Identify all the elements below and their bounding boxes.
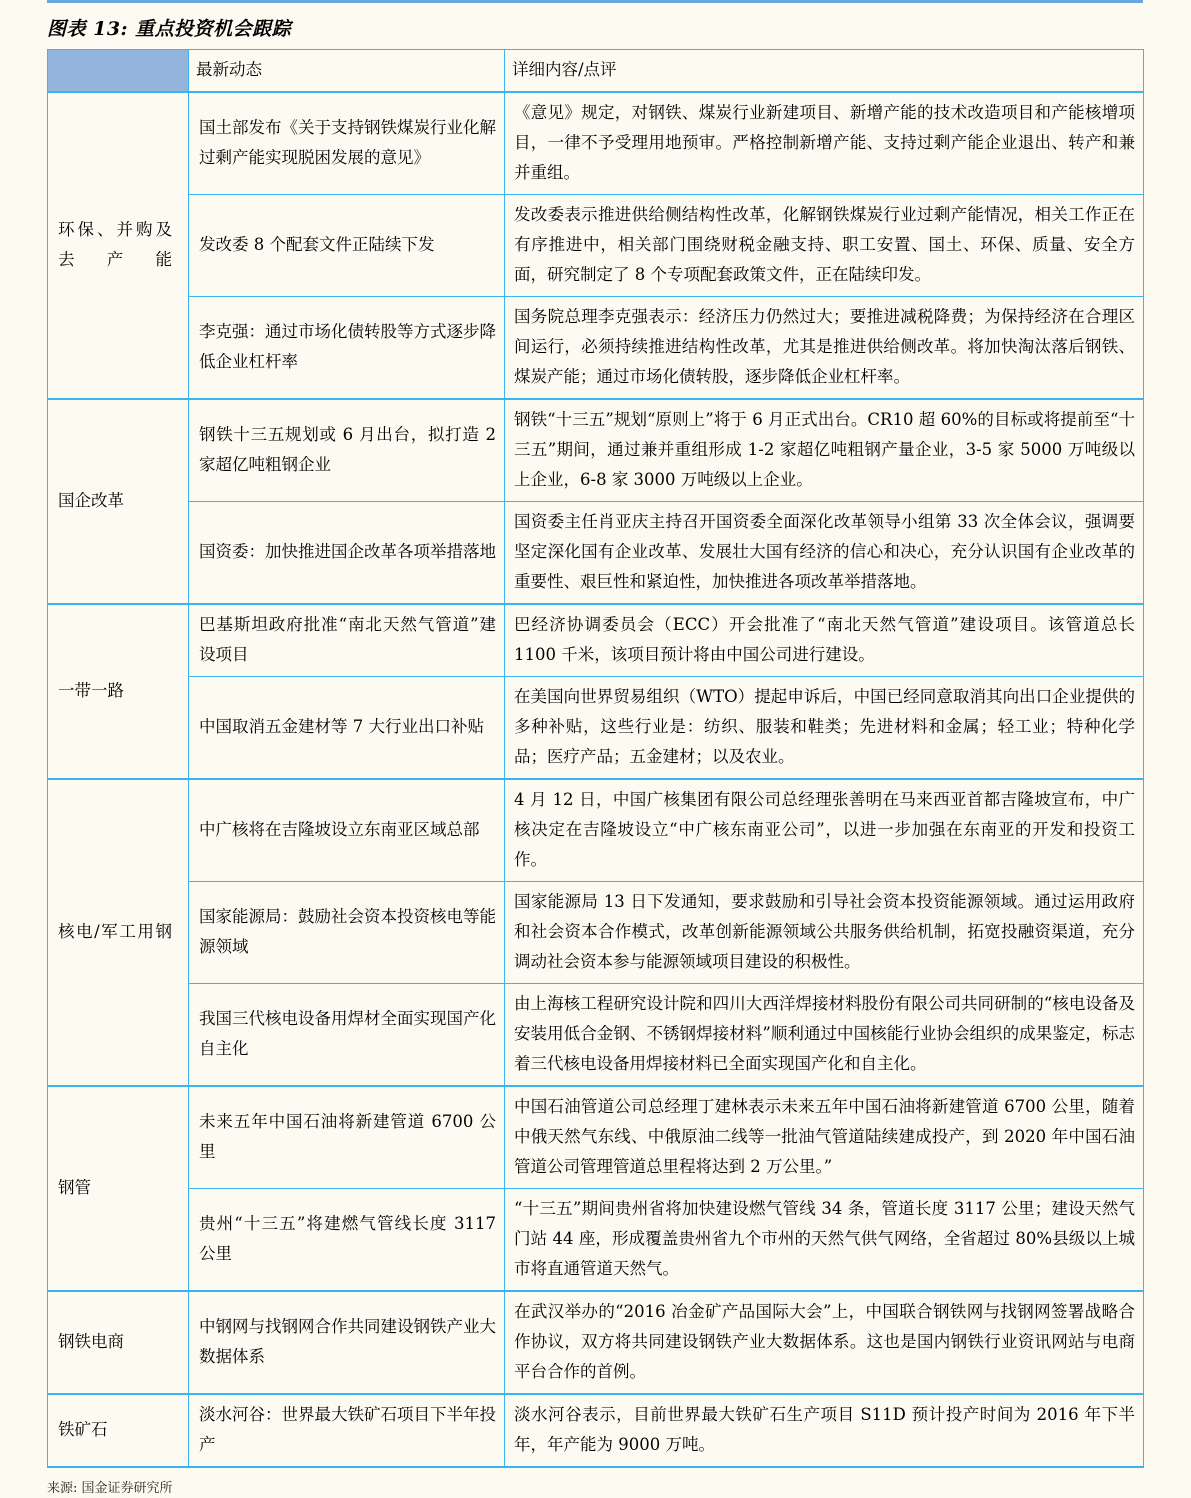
news-cell: 李克强：通过市场化债转股等方式逐步降低企业杠杆率 [189,297,505,400]
table-row [48,1394,1144,1467]
news-cell: 发改委 8 个配套文件正陆续下发 [189,195,505,297]
detail-cell: 国务院总理李克强表示：经济压力仍然过大；要推进减税降费；为保持经济在合理区间运行，必须持续推进结构性改革，尤其是推进供给侧改革。将加快淘汰落后钢铁、煤炭产能；通过市场化债转股，逐步降低企业杠杆率。 [505,297,1144,400]
detail-cell: 由上海核工程研究设计院和四川大西洋焊接材料股份有限公司共同研制的“核电设备及安装用低合金钢、不锈钢焊接材料”顺利通过中国核能行业协会组织的成果鉴定，标志着三代核电设备用焊接材料已全面实现国产化和自主化。 [505,984,1144,1087]
table-header-row [48,50,1144,93]
detail-cell: 中国石油管道公司总经理丁建林表示未来五年中国石油将新建管道 6700 公里，随着中俄天然气东线、中俄原油二线等一批油气管道陆续建成投产，到 2020 年中国石油管道公司管理管道总里程将达到 2 万公里。” [505,1086,1144,1189]
table-row [48,502,1144,605]
table-row [48,1086,1144,1189]
table-row [48,1291,1144,1394]
detail-cell: 国家能源局 13 日下发通知，要求鼓励和引导社会资本投资能源领域。通过运用政府和社会资本合作模式，改革创新能源领域公共服务供给机制，拓宽投融资渠道，充分调动社会资本参与能源领域项目建设的积极性。 [505,882,1144,984]
news-cell: 我国三代核电设备用焊材全面实现国产化自主化 [189,984,505,1087]
category-cell: 核电/军工用钢 [48,779,189,1086]
detail-cell: 《意见》规定，对钢铁、煤炭行业新建项目、新增产能的技术改造项目和产能核增项目，一律不予受理用地预审。严格控制新增产能、支持过剩产能企业退出、转产和兼并重组。 [505,92,1144,195]
table-row [48,195,1144,297]
column-header-category [48,50,189,93]
category-cell: 铁矿石 [48,1394,189,1467]
news-cell: 巴基斯坦政府批准“南北天然气管道”建设项目 [189,604,505,677]
table-row [48,604,1144,677]
table-row [48,1189,1144,1292]
investment-opportunity-table [47,49,1144,1468]
news-cell: 钢铁十三五规划或 6 月出台，拟打造 2 家超亿吨粗钢企业 [189,399,505,502]
figure-title-block [47,0,1143,48]
table-header [48,50,1144,93]
detail-cell: 国资委主任肖亚庆主持召开国资委全面深化改革领导小组第 33 次全体会议，强调要坚定深化国有企业改革、发展壮大国有经济的信心和决心，充分认识国有企业改革的重要性、艰巨性和紧迫性，加快推进各项改革举措落地。 [505,502,1144,605]
news-cell: 国资委：加快推进国企改革各项举措落地 [189,502,505,605]
category-cell: 一带一路 [48,604,189,779]
detail-cell: 在美国向世界贸易组织（WTO）提起申诉后，中国已经同意取消其向出口企业提供的多种补贴，这些行业是：纺织、服装和鞋类；先进材料和金属；轻工业；特种化学品；医疗产品；五金建材；以及农业。 [505,677,1144,780]
detail-cell: 淡水河谷表示，目前世界最大铁矿石生产项目 S11D 预计投产时间为 2016 年下半年，年产能为 9000 万吨。 [505,1394,1144,1467]
detail-cell: “十三五”期间贵州省将加快建设燃气管线 34 条，管道长度 3117 公里；建设天然气门站 44 座，形成覆盖贵州省九个市州的天然气供气网络，全省超过 80%县级以上城市将直通管道天然气。 [505,1189,1144,1292]
news-cell: 中钢网与找钢网合作共同建设钢铁产业大数据体系 [189,1291,505,1394]
table-row [48,399,1144,502]
table-row [48,882,1144,984]
table-row [48,92,1144,195]
column-header-news: 最新动态 [189,50,505,93]
detail-cell: 钢铁“十三五”规划“原则上”将于 6 月正式出台。CR10 超 60%的目标或将提前至“十三五”期间，通过兼并重组形成 1-2 家超亿吨粗钢产量企业，3-5 家 5000 万吨级以上企业，6-8 家 3000 万吨级以上企业。 [505,399,1144,502]
source-note: 来源: 国金证券研究所 [47,1481,173,1496]
category-cell: 环保、并购及去产能 [48,92,189,399]
table-row [48,677,1144,780]
news-cell: 中国取消五金建材等 7 大行业出口补贴 [189,677,505,780]
detail-cell: 在武汉举办的“2016 冶金矿产品国际大会”上，中国联合钢铁网与找钢网签署战略合作协议，双方将共同建设钢铁产业大数据体系。这也是国内钢铁行业资讯网站与电商平台合作的首例。 [505,1291,1144,1394]
table-row [48,984,1144,1087]
news-cell: 未来五年中国石油将新建管道 6700 公里 [189,1086,505,1189]
column-header-detail: 详细内容/点评 [505,50,1144,93]
detail-cell: 发改委表示推进供给侧结构性改革，化解钢铁煤炭行业过剩产能情况，相关工作正在有序推进中，相关部门围绕财税金融支持、职工安置、国土、环保、质量、安全方面，研究制定了 8 个专项配套政策文件，正在陆续印发。 [505,195,1144,297]
news-cell: 国土部发布《关于支持钢铁煤炭行业化解过剩产能实现脱困发展的意见》 [189,92,505,195]
news-cell: 中广核将在吉隆坡设立东南亚区域总部 [189,779,505,882]
category-cell: 钢铁电商 [48,1291,189,1394]
detail-cell: 巴经济协调委员会（ECC）开会批准了“南北天然气管道”建设项目。该管道总长 1100 千米，该项目预计将由中国公司进行建设。 [505,604,1144,677]
news-cell: 淡水河谷：世界最大铁矿石项目下半年投产 [189,1394,505,1467]
news-cell: 国家能源局：鼓励社会资本投资核电等能源领域 [189,882,505,984]
news-cell: 贵州“十三五”将建燃气管线长度 3117 公里 [189,1189,505,1292]
category-cell: 国企改革 [48,399,189,604]
table-body [48,92,1144,1467]
category-cell: 钢管 [48,1086,189,1291]
table-row [48,779,1144,882]
detail-cell: 4 月 12 日，中国广核集团有限公司总经理张善明在马来西亚首都吉隆坡宣布，中广核决定在吉隆坡设立“中广核东南亚公司”，以进一步加强在东南亚的开发和投资工作。 [505,779,1144,882]
page-title: 图表 13: 重点投资机会跟踪 [47,18,292,40]
table-row [48,297,1144,400]
